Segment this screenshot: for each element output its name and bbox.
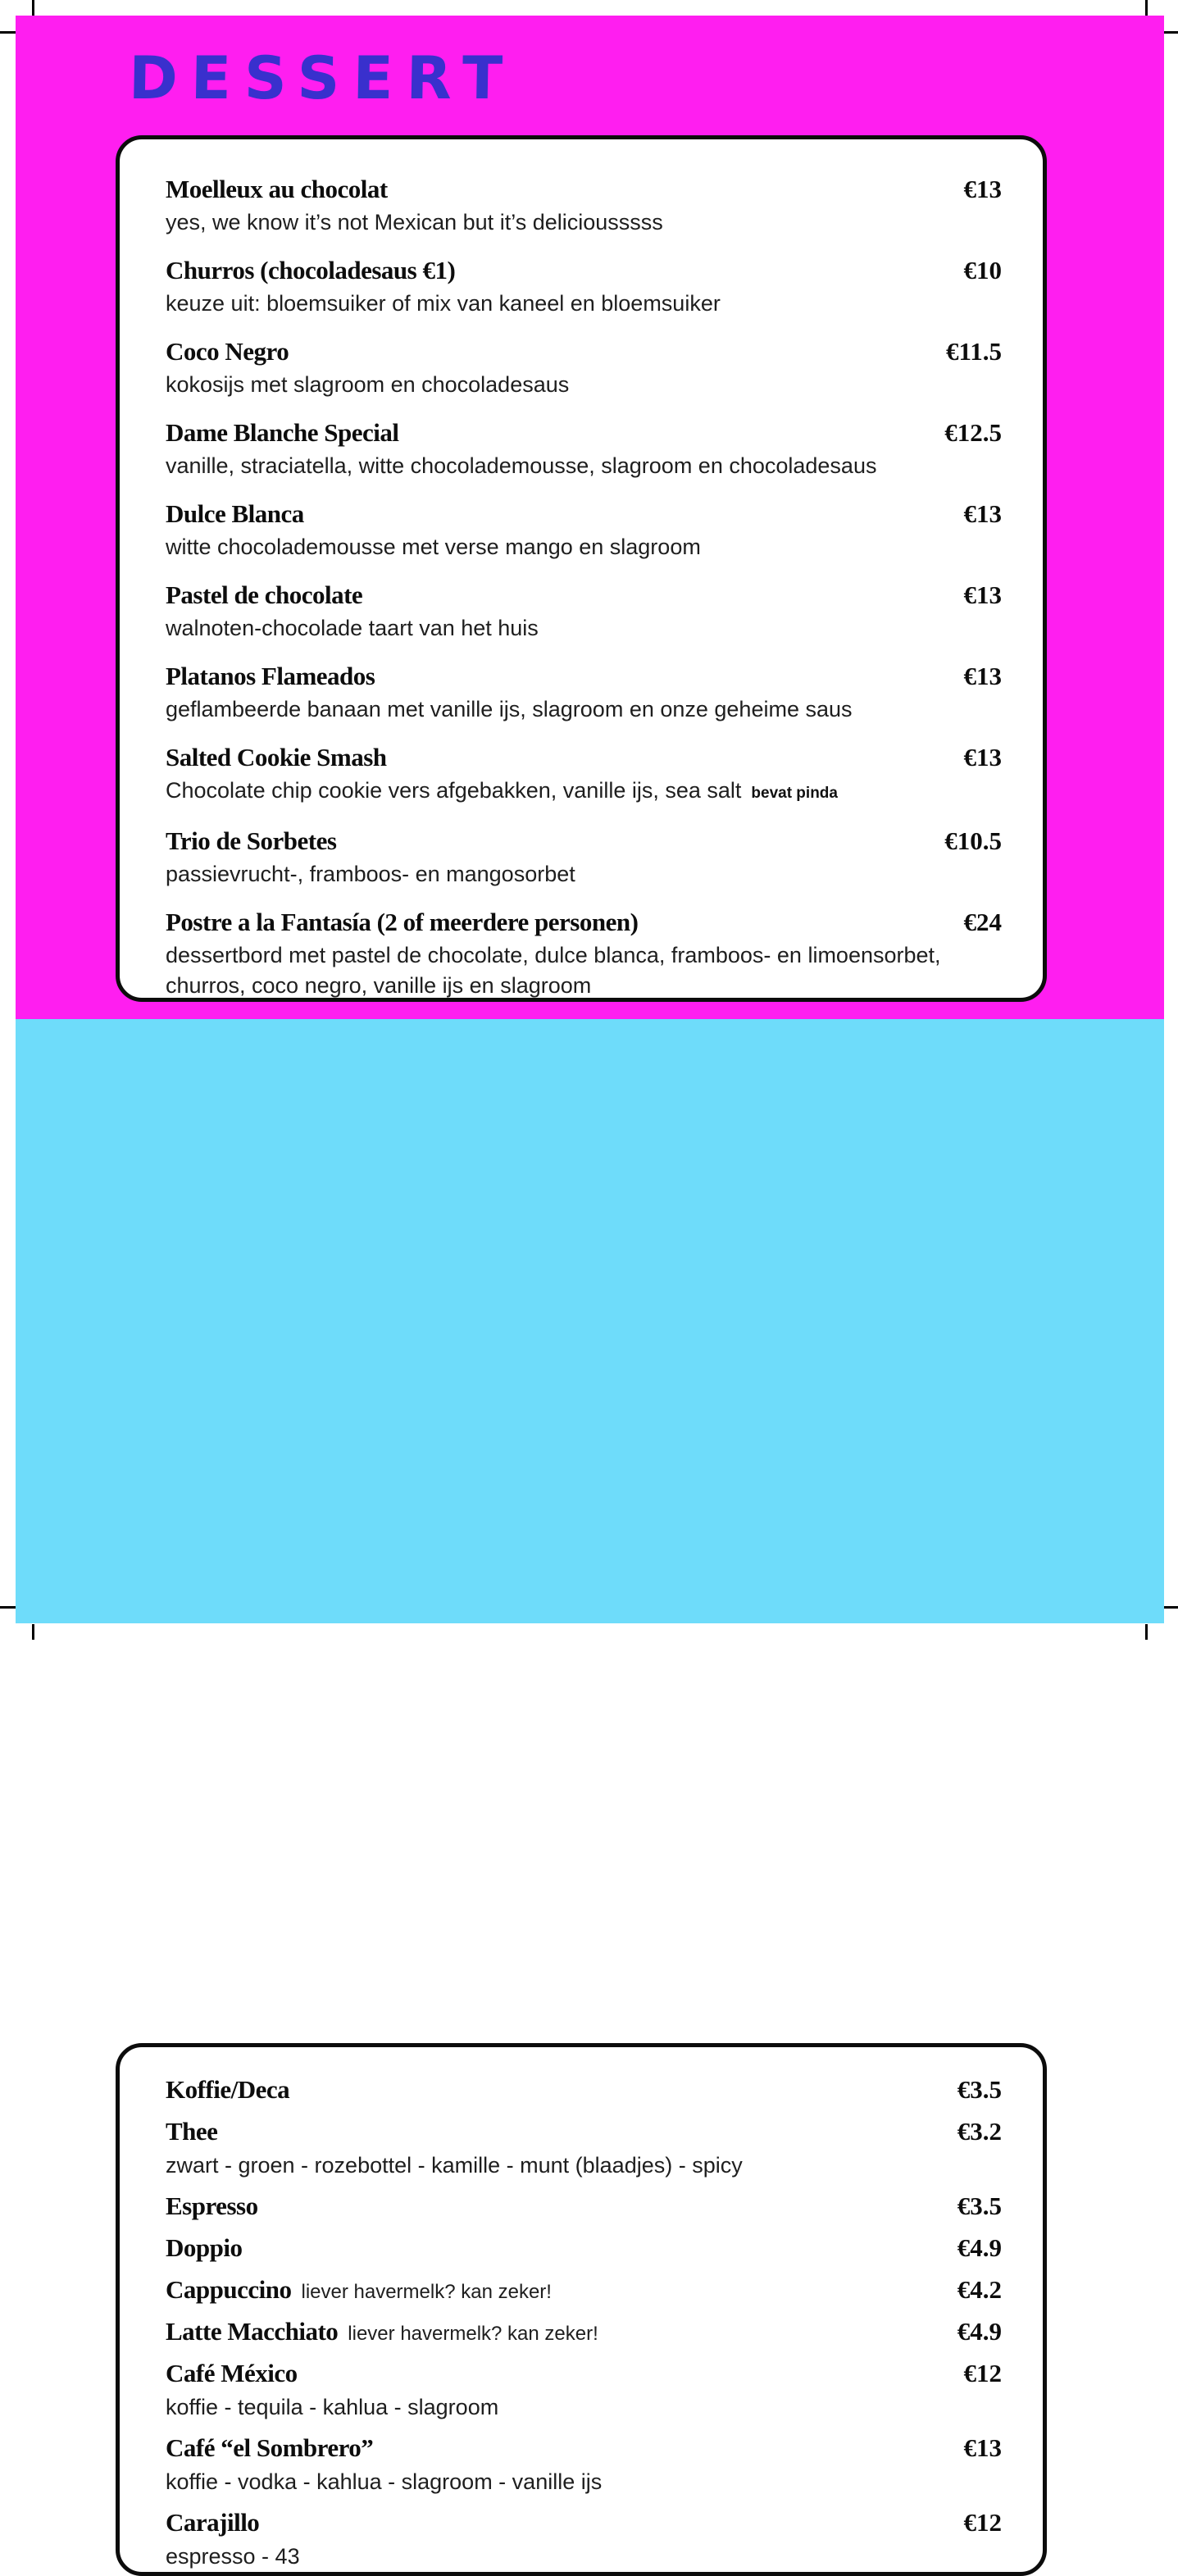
menu-item-price: €10.5 [944,826,1002,855]
menu-item-price: €12 [963,2508,1002,2537]
menu-item-name: Dame Blanche Special [166,418,399,447]
menu-item-description-text: yes, we know it’s not Mexican but it’s deliciousssss [166,210,663,234]
menu-item-name-wrap [166,498,304,530]
menu-item-name-wrap [166,2357,298,2390]
menu-item [166,2115,1002,2181]
menu-item-description-text: espresso - 43 [166,2544,300,2569]
menu-item-name-wrap [166,2506,259,2539]
menu-item-price: €13 [963,499,1002,528]
menu-item-name-wrap [166,2190,258,2223]
crop-mark [1162,31,1178,34]
menu-item-name: Coco Negro [166,337,289,366]
menu-item [166,580,1002,644]
menu-item-description-text: kokosijs met slagroom en chocoladesaus [166,372,570,397]
menu-item-name: Churros (chocoladesaus €1) [166,256,456,284]
menu-item-name: Moelleux au chocolat [166,175,388,203]
menu-item-name-wrap [166,826,336,857]
menu-item [166,417,1002,481]
menu-item-price: €10 [963,256,1002,284]
menu-item-description-text: keuze uit: bloemsuiker of mix van kaneel en bloemsuiker [166,291,721,316]
menu-item-inline-note: liever havermelk? kan zeker! [301,2281,552,2303]
menu-item-description [166,940,985,1001]
menu-item [166,336,1002,400]
page-title: DESSERT [128,43,516,112]
menu-item-description [166,613,985,644]
menu-item-description [166,776,985,808]
menu-item-name: Pastel de chocolate [166,580,363,609]
menu-item-name: Platanos Flameados [166,662,375,690]
allergy-note: bevat pinda [751,785,838,802]
menu-item-price: €13 [963,743,1002,771]
menu-item-description [166,2542,985,2572]
menu-item [166,498,1002,562]
menu-item-description-text: witte chocolademousse met verse mango en slagroom [166,535,701,559]
menu-item-header [166,2357,1002,2390]
menu-item [166,174,1002,238]
menu-item-price: €4.2 [957,2275,1002,2304]
menu-item-description [166,207,985,238]
menu-item-price: €4.9 [957,2317,1002,2346]
menu-item-name-wrap [166,2432,373,2464]
drinks-menu-card [116,2043,1047,2576]
menu-item-description [166,694,985,725]
menu-item-price: €13 [963,175,1002,203]
menu-item-name: Koffie/Deca [166,2075,290,2104]
menu-item [166,2190,1002,2223]
menu-item-name-wrap [166,2232,242,2264]
menu-item-header [166,580,1002,611]
menu-item-price: €3.5 [957,2075,1002,2104]
menu-item-description [166,451,985,481]
menu-item-description-text: geflambeerde banaan met vanille ijs, slagroom en onze geheime saus [166,697,853,721]
menu-item-header [166,2432,1002,2464]
menu-item-header [166,742,1002,773]
menu-item-header [166,2073,1002,2106]
menu-item-price: €13 [963,580,1002,609]
crop-mark [1145,1624,1148,1640]
menu-item-name-wrap [166,580,362,611]
menu-item-name: Café “el Sombrero” [166,2433,374,2462]
menu-item-description-text: koffie - vodka - kahlua - slagroom - vanille ijs [166,2469,603,2494]
menu-item [166,255,1002,319]
menu-item-name-wrap [166,2273,552,2306]
crop-mark [32,1624,34,1640]
menu-item-price: €3.2 [957,2117,1002,2146]
menu-item-price: €3.5 [957,2191,1002,2220]
menu-item-header [166,2273,1002,2306]
menu-item-name-wrap [166,2315,598,2348]
menu-item-name-wrap [166,661,375,692]
menu-item-price: €12.5 [944,418,1002,447]
menu-item [166,2273,1002,2306]
menu-item-header [166,907,1002,938]
menu-item [166,826,1002,890]
crop-mark [1145,0,1148,16]
menu-item-description-text: vanille, straciatella, witte chocolademousse, slagroom en chocoladesaus [166,453,877,478]
menu-item-name: Latte Macchiato [166,2317,339,2346]
menu-item-name-wrap [166,2115,217,2148]
menu-item-header [166,2190,1002,2223]
menu-item [166,742,1002,808]
menu-item-name: Thee [166,2117,218,2146]
menu-item-header [166,2506,1002,2539]
menu-item-header [166,661,1002,692]
menu-item-name: Café México [166,2359,298,2387]
menu-item-header [166,255,1002,286]
menu-item-name-wrap [166,255,455,286]
menu-item-header [166,2315,1002,2348]
menu-item-header [166,336,1002,367]
menu-item-price: €4.9 [957,2233,1002,2262]
menu-item-price: €24 [963,908,1002,936]
menu-item-description [166,289,985,319]
menu-item-description-text: dessertbord met pastel de chocolate, dulce blanca, framboos- en limoensorbet, churros, coco negro, vanille ijs en slagroom [166,943,941,998]
menu-item-name: Espresso [166,2191,258,2220]
menu-item-name-wrap [166,417,399,448]
menu-item-name-wrap [166,2073,289,2106]
menu-item-name: Doppio [166,2233,243,2262]
menu-item-price: €13 [963,2433,1002,2462]
menu-item-description [166,532,985,562]
menu-item-name-wrap [166,907,638,938]
menu-item [166,907,1002,1001]
menu-item [166,2357,1002,2423]
menu-item-description [166,2392,985,2423]
menu-item-name: Cappuccino [166,2275,292,2304]
menu-item-name: Postre a la Fantasía (2 of meerdere personen) [166,908,639,936]
menu-item-header [166,2232,1002,2264]
menu-page [16,16,1164,2569]
menu-item-description-text: passievrucht-, framboos- en mangosorbet [166,862,575,886]
crop-mark [0,31,16,34]
menu-item [166,2232,1002,2264]
menu-item-price: €11.5 [945,337,1002,366]
menu-item [166,2315,1002,2348]
menu-item-header [166,2115,1002,2148]
menu-item-description [166,859,985,890]
menu-item-name-wrap [166,742,387,773]
menu-item-description [166,2467,985,2497]
menu-item-price: €12 [963,2359,1002,2387]
dessert-menu-card [116,135,1047,1002]
menu-item-header [166,498,1002,530]
menu-item-description-text: walnoten-chocolade taart van het huis [166,616,539,640]
drinks-section-background [16,1019,1164,2569]
menu-item-description-text: koffie - tequila - kahlua - slagroom [166,2395,499,2419]
menu-item-header [166,417,1002,448]
menu-item-name-wrap [166,174,388,205]
menu-item-header [166,826,1002,857]
menu-item-name: Trio de Sorbetes [166,826,337,855]
menu-item-name: Carajillo [166,2508,260,2537]
menu-item-description-text: zwart - groen - rozebottel - kamille - munt (blaadjes) - spicy [166,2153,743,2178]
menu-item-description [166,370,985,400]
crop-mark [0,1606,16,1609]
menu-item-name: Dulce Blanca [166,499,304,528]
menu-item-name: Salted Cookie Smash [166,743,387,771]
menu-item [166,2432,1002,2497]
crop-mark [1162,1606,1178,1609]
menu-item-inline-note: liever havermelk? kan zeker! [348,2323,598,2345]
menu-item [166,2506,1002,2572]
menu-item-header [166,174,1002,205]
menu-item-description-text: Chocolate chip cookie vers afgebakken, vanille ijs, sea salt [166,778,742,803]
crop-mark [32,0,34,16]
dessert-section-background [16,16,1164,1019]
menu-item-description [166,2150,985,2181]
menu-item-name-wrap [166,336,289,367]
menu-item [166,661,1002,725]
menu-item-price: €13 [963,662,1002,690]
menu-item [166,2073,1002,2106]
